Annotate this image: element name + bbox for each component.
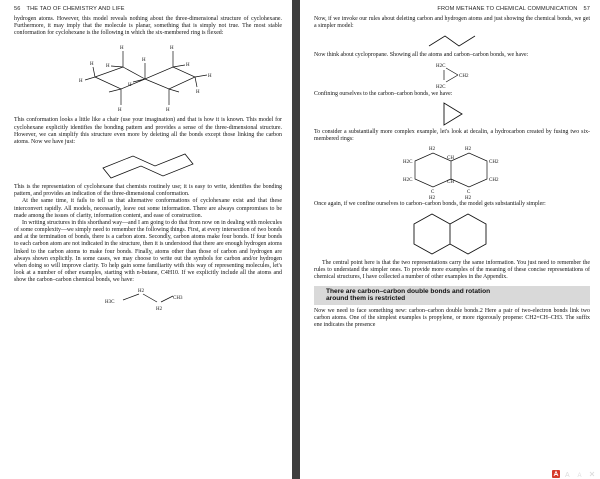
atom-label: H2C — [403, 159, 413, 165]
svg-text:A: A — [565, 472, 570, 478]
running-head-title: THE TAO OF CHEMISTRY AND LIFE — [26, 6, 125, 12]
svg-text:A: A — [577, 473, 582, 478]
paragraph: This is the representation of cyclohexane that chemists routinely use; it is easy to write, identifies the bonding pattern, and provides an indication of the three-dimensional conformation. — [14, 184, 282, 198]
atom-label: H — [166, 108, 170, 114]
paragraph: This conformation looks a little like a chair (use your imagination) and that is how it is known. This model for cyclohexane explicitly identifies the bonding pattern and provides a sense of the three-dimensional structure. However, we can simplify this structure even more by deleting all the bonds except those linking the carbon atoms. Now we have just: — [14, 117, 282, 145]
paragraph: Once again, if we confine ourselves to carbon–carbon bonds, the model gets substantially simpler: — [314, 200, 546, 207]
text-size-icon[interactable] — [576, 470, 584, 478]
atom-label: H — [142, 58, 146, 64]
atom-label: C — [467, 189, 471, 195]
skeletal-chair-figure — [93, 146, 203, 184]
section-heading-line: There are carbon–carbon double bonds and rotation — [326, 287, 491, 295]
atom-label: H2 — [465, 146, 472, 152]
cyclopropane-triangle-figure — [422, 99, 482, 129]
butane-zigzag-figure — [407, 30, 497, 52]
atom-label: H — [170, 46, 174, 52]
atom-label: H — [208, 74, 212, 80]
page-57 — [300, 0, 600, 479]
decalin-skeletal-figure — [392, 208, 512, 260]
text-size-icon[interactable] — [564, 470, 572, 478]
paragraph: Confining ourselves to the carbon–carbon bonds, we have: — [314, 91, 453, 98]
running-head-title: FROM METHANE TO CHEMICAL COMMUNICATION — [437, 6, 578, 12]
paragraph: To consider a substantially more complex example, let's look at decalin, a hydrocarbon created by fusing two six-membered rings: — [314, 128, 590, 142]
atom-label: H3C — [105, 300, 115, 306]
atom-label: CH — [447, 155, 454, 161]
atom-label: H2 — [465, 195, 472, 201]
paragraph: At the same time, it fails to tell us that alternative conformations of cyclohexane exist and that these interconvert rapidly. All models, necessarily, leave out some information. There are always compromises to be made among the issues of clarity, information content, and ease of construction. — [14, 198, 282, 219]
atom-label: H2 — [429, 195, 436, 201]
page-gutter — [292, 0, 300, 479]
section-heading-line: around them is restricted — [326, 295, 406, 303]
atom-label: H — [79, 79, 83, 85]
section-heading-box — [314, 286, 590, 305]
atom-label: CH — [447, 179, 454, 185]
atom-label: H2 — [429, 146, 436, 152]
atom-label: H2 — [156, 307, 163, 313]
paragraph: Now we need to face something new: carbon–carbon double bonds.2 Here a pair of two-electron bonds link two carbon atoms. One of the simplest examples is propylene, or more rigorously propene: CH2=CH–CH3. The suffix ene indicates the presence — [314, 307, 590, 329]
butane-structure-figure — [93, 284, 203, 316]
atom-label: H — [90, 62, 94, 68]
running-head-right — [314, 6, 590, 12]
page-number: 57 — [583, 6, 590, 12]
atom-label: H — [196, 90, 200, 96]
atom-label: H2C — [403, 177, 413, 183]
viewer-toolbar — [552, 469, 596, 479]
atom-label: CH2 — [489, 159, 499, 165]
atom-label: CH3 — [173, 296, 183, 302]
cyclopropane-structure-figure — [412, 59, 492, 91]
decalin-structure-figure — [377, 143, 527, 201]
atom-label: H — [106, 64, 110, 70]
close-icon[interactable] — [588, 470, 596, 478]
atom-label: H — [186, 63, 190, 69]
paragraph: In writing structures in this shorthand way—and I am going to do that from now on in dealing with molecules of some complexity—we simply need to remember the following things. First, at every intersection of two bonds and at the termination of bonds, there is a carbon atom. Secondly, carbon atoms make four bonds. If four bonds to each carbon atom are not indicated in the structure, then it is understood that there are enough hydrogen atoms linked to the carbon atoms to make four bonds. Finally, atoms other than those of carbon and hydrogen are always shown explicitly. In some cases, we may choose to write out the symbols for carbon and/or hydrogen when doing so will improve clarity. To help gain some familiarity with this way of representing molecules, let's look at a number of other examples, starting with n-butane, C4H10. If we explicitly include all the atoms and show the carbon–carbon chemical bonds, we have: — [14, 219, 282, 284]
atom-label: H2 — [138, 289, 145, 295]
atom-label: H — [118, 108, 122, 114]
atom-label: H — [128, 83, 132, 89]
atom-label: H2C — [436, 64, 446, 70]
paragraph: hydrogen atoms. However, this model reveals nothing about the three-dimensional structure of cyclohexane. Furthermore, it may imply that the molecule is planar, something that is simply not true. The most stable conformation for cyclohexane is the following in which the six-membered ring is flexed: — [14, 16, 282, 37]
atom-label: H — [120, 46, 124, 52]
paragraph: The central point here is that the two representations carry the same information. You just need to remember the rules to understand the simpler ones. To provide more examples of the meaning of these concise representations of chemical structures, I have collected a number of other examples in the Appendix. — [314, 260, 590, 281]
paragraph: Now think about cyclopropane. Showing all the atoms and carbon–carbon bonds, we have: — [314, 52, 529, 59]
adobe-icon[interactable] — [552, 470, 560, 478]
atom-label: C — [431, 189, 435, 195]
paragraph: Now, if we invoke our rules about deleting carbon and hydrogen atoms and just showing the chemical bonds, we get a simpler model: — [314, 16, 590, 30]
running-head-left — [14, 6, 282, 12]
atom-label: CH2 — [459, 74, 469, 80]
atom-label: CH2 — [489, 177, 499, 183]
page-number: 56 — [14, 6, 21, 12]
page-56 — [0, 0, 292, 479]
chair-cyclohexane-figure — [73, 37, 223, 117]
atom-label: H2C — [436, 85, 446, 91]
